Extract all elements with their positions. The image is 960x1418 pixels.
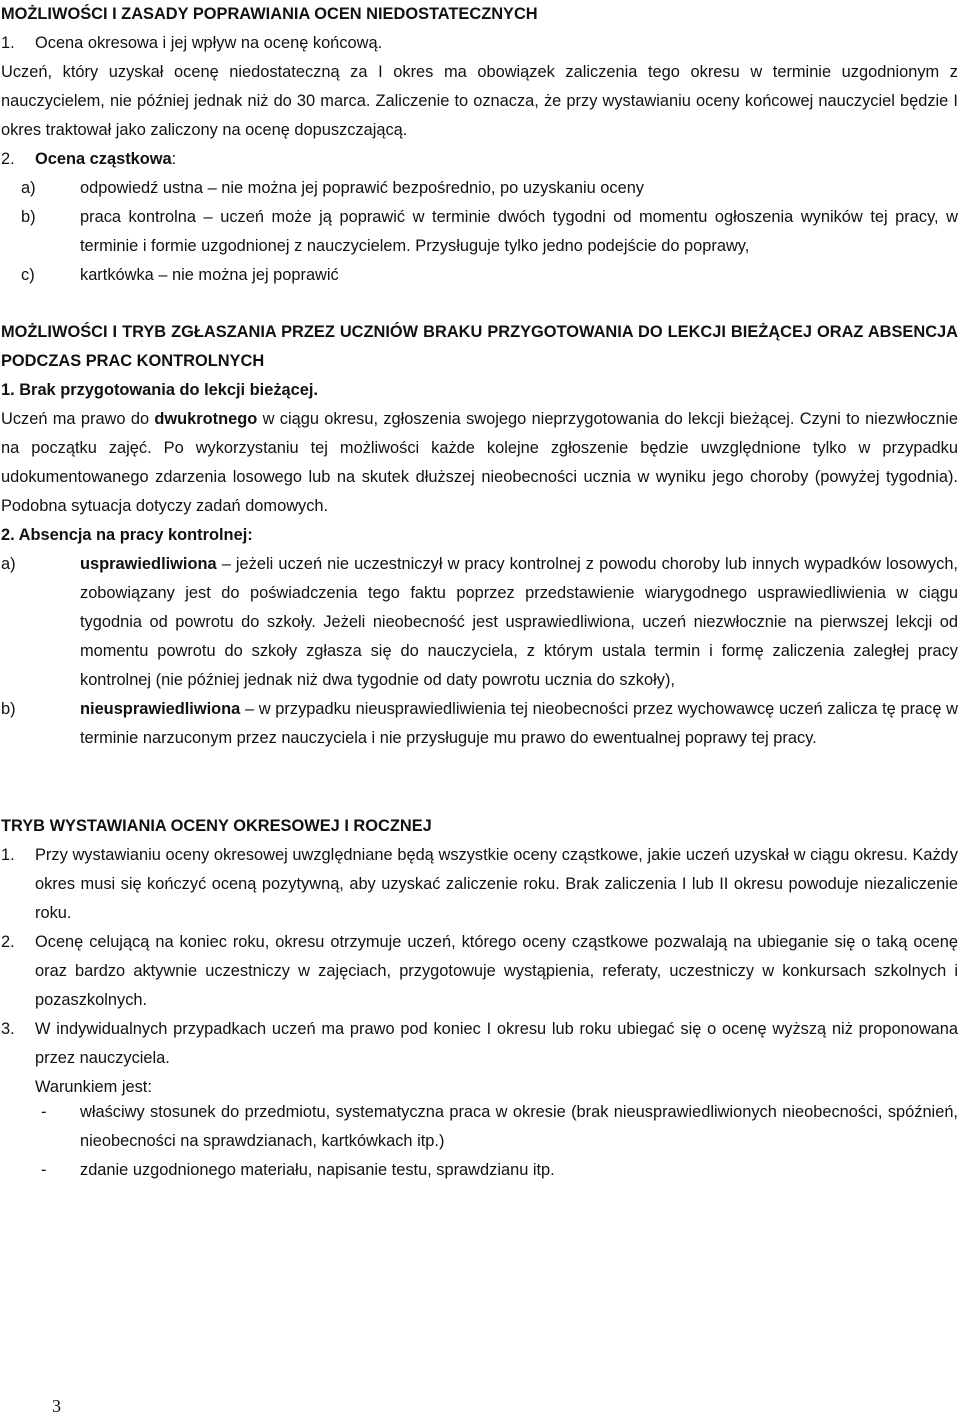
list-item-text: właściwy stosunek do przedmiotu, systematyczna praca w okresie (brak nieusprawiedliwionych nieobecności, spóźnień, nieobecności na sprawdzianach, kartkówkach itp.) (80, 1103, 958, 1150)
paragraph-text: w ciągu okresu, zgłoszenia swojego nieprzygotowania do lekcji bieżącej. Czyni to niezwłocznie na początku zajęć. Po wykorzystaniu tej możliwości każde kolejne zgłoszenie będzie uwzględnione tylko w przypadku udokumentowanego zdarzenia losowego lub na skutek dłuższej nieobecności ucznia w wyniku jego choroby (powyżej tygodnia). Podobna sytuacja dotyczy zadań domowych. (1, 410, 958, 515)
conditions-list (1, 1098, 958, 1185)
list-item-label: c) (21, 266, 35, 284)
conditions-title-text: Warunkiem jest: (35, 1078, 152, 1096)
list-item (1, 174, 958, 203)
subheading-absence: 2. Absencja na pracy kontrolnej: (1, 526, 253, 544)
subheading-number: 1. (1, 34, 15, 52)
list-item-text: kartkówka – nie można jej poprawić (80, 266, 339, 284)
list-item-text: W indywidualnych przypadkach uczeń ma prawo pod koniec I okresu lub roku ubiegać się o ocenę wyższą niż proponowana przez nauczyciela. (35, 1020, 958, 1067)
partial-grade-list (1, 174, 958, 290)
subheading-colon: : (171, 150, 177, 168)
list-item-term: usprawiedliwiona (80, 555, 217, 573)
heading-term-grade-procedure: TRYB WYSTAWIANIA OCENY OKRESOWEJ I ROCZNEJ (1, 817, 432, 835)
list-item (1, 1156, 958, 1185)
list-item (1, 1015, 958, 1073)
subheading-lack-of-preparation: 1. Brak przygotowania do lekcji bieżącej. (1, 381, 318, 399)
list-item-label: a) (1, 555, 16, 573)
list-item (1, 695, 958, 753)
list-item-text: – w przypadku nieusprawiedliwienia tej nieobecności przez wychowawcę uczeń zalicza tę pracę w terminie narzuconym przez nauczyciela i nie przysługuje mu prawo do ewentualnej poprawy tej pracy. (80, 700, 958, 747)
list-item-label: a) (21, 179, 36, 197)
heading-grade-correction: MOŻLIWOŚCI I ZASADY POPRAWIANIA OCEN NIEDOSTATECZNYCH (1, 5, 538, 23)
list-item-text: Przysługuje tylko jedno podejście do poprawy, (415, 237, 750, 255)
paragraph-text: Uczeń ma prawo do (1, 410, 155, 428)
subheading-term-grade (1, 29, 958, 58)
subheading-title: Ocena okresowa i jej wpływ na ocenę końcową. (35, 34, 383, 52)
list-item-text: praca kontrolna – uczeń może ją poprawić w terminie dwóch tygodni od momentu ogłoszenia wyników tej pracy, w terminie i formie uzgodnionej z nauczycielem. (80, 208, 958, 255)
paragraph-term-meaning-text: Zaliczenie to oznacza, że przy wystawianiu oceny końcowej nauczyciel będzie I okres traktował jako zaliczony na ocenę dopuszczającą. (1, 92, 958, 139)
list-item-label: b) (1, 700, 16, 718)
page-number: 3 (52, 1396, 61, 1416)
list-item-text: Ocenę celującą na koniec roku, okresu otrzymuje uczeń, którego oceny cząstkowe pozwalają na ubieganie się o taką ocenę oraz bardzo aktywnie uczestniczy w zajęciach, przygotowuje wystąpienia, referaty, uczestniczy w konkursach szkolnych i pozaszkolnych. (35, 933, 958, 1009)
list-item-label: 1. (1, 846, 15, 864)
section-term-grade-procedure (1, 812, 958, 1102)
paragraph-term-obligation-text: Uczeń, który uzyskał ocenę niedostateczną za I okres ma obowiązek zaliczenia tego okresu w terminie uzgodnionym z nauczycielem, nie później jednak niż do 30 marca. (1, 63, 958, 110)
section-grade-correction (1, 0, 958, 174)
list-item (1, 203, 958, 261)
list-item-term: nieusprawiedliwiona (80, 700, 241, 718)
list-item (1, 1098, 958, 1156)
paragraph-term-obligation (1, 58, 958, 145)
heading-unpreparedness: MOŻLIWOŚCI I TRYB ZGŁASZANIA PRZEZ UCZNIÓW BRAKU PRZYGOTOWANIA DO LEKCJI BIEŻĄCEJ ORAZ ABSENCJA PODCZAS PRAC KONTROLNYCH (1, 323, 958, 370)
list-item-text: odpowiedź ustna – nie można jej poprawić bezpośrednio, po uzyskaniu oceny (80, 179, 645, 197)
list-item-text: zdanie uzgodnionego materiału, napisanie testu, sprawdzianu itp. (80, 1161, 555, 1179)
paragraph-emphasis: dwukrotnego (154, 410, 258, 428)
list-item-label: 2. (1, 933, 15, 951)
subheading-partial-grade (1, 145, 958, 174)
list-item-text: Przy wystawianiu oceny okresowej uwzględniane będą wszystkie oceny cząstkowe, jakie uczeń uzyskał w ciągu okresu. Każdy okres musi się kończyć oceną pozytywną, aby uzyskać zaliczenie roku. Brak zaliczenia I lub II okresu powoduje niezaliczenie roku. (35, 846, 958, 922)
absence-list (1, 550, 958, 753)
list-item (1, 928, 958, 1015)
list-item-text: – jeżeli uczeń nie uczestniczył w pracy kontrolnej z powodu choroby lub innych wypadków losowych, zobowiązany jest do poświadczenia tego faktu poprzez przedstawienie wiarygodnego usprawiedliwienia w ciągu tygodnia od powrotu do szkoły. Jeżeli nieobecność jest usprawiedliwiona, uczeń niezwłocznie na pierwszej lekcji od momentu powrotu do szkoły zgłasza się do nauczyciela, z którym ustala termin i formę zaliczenia zaległej pracy kontrolnej (nie później jednak niż dwa tygodnie od daty powrotu ucznia do szkoły), (80, 555, 958, 689)
list-item-label: 3. (1, 1020, 15, 1038)
list-item (1, 841, 958, 928)
list-item-bullet: - (41, 1103, 47, 1121)
list-item (1, 261, 958, 290)
paragraph-unpreparedness (1, 405, 958, 521)
subheading-title: Ocena cząstkowa (35, 150, 172, 168)
list-item (1, 550, 958, 695)
subheading-number: 2. (1, 150, 15, 168)
section-unpreparedness (1, 318, 958, 550)
list-item-bullet: - (41, 1161, 47, 1179)
list-item-label: b) (21, 208, 36, 226)
